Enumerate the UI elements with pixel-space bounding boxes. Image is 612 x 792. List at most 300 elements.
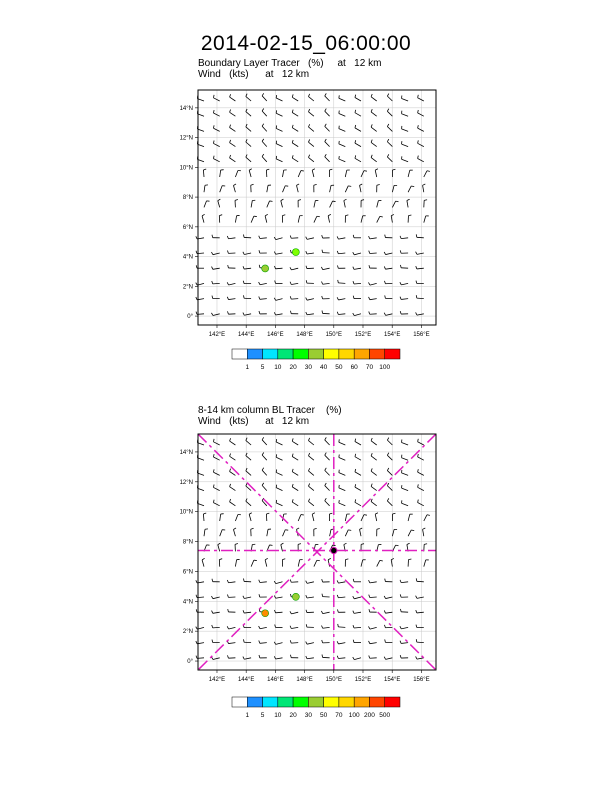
panel2-wind-barb-feather xyxy=(266,513,269,514)
panel1-wind-barb-feather xyxy=(416,281,417,284)
panel1-wind-barb-feather xyxy=(387,124,388,127)
panel2-wind-barb xyxy=(325,470,330,475)
panel2-wind-barb-feather xyxy=(387,483,388,486)
panel1-wind-barb xyxy=(213,143,219,146)
panel1-wind-barb xyxy=(402,159,409,162)
panel2-colorbar-label: 1 xyxy=(245,712,250,719)
panel1-wind-barb xyxy=(267,185,268,192)
panel2-wind-barb-feather xyxy=(325,468,327,471)
panel1-wind-barb xyxy=(292,158,298,162)
panel2-wind-barb xyxy=(246,471,251,476)
panel2-wind-barb xyxy=(213,487,219,490)
panel1-wind-barb-feather xyxy=(427,171,430,172)
panel1-wind-barb-feather xyxy=(235,199,238,200)
panel2-wind-barb-feather xyxy=(387,468,388,471)
panel1-wind-barb-feather xyxy=(384,252,385,255)
panel2-x-tick-label: 154°E xyxy=(383,677,401,683)
panel1-colorbar-swatch xyxy=(324,349,339,359)
panel2-tracer-blob xyxy=(292,593,299,600)
panel2-wind-barb xyxy=(230,502,236,506)
panel1-wind-barb xyxy=(308,142,313,146)
panel2-center-marker xyxy=(331,547,337,553)
panel2-wind-barb xyxy=(292,441,298,445)
panel2-wind-barb-feather xyxy=(391,558,394,559)
panel2-y-tick-label: 2°N xyxy=(182,629,193,636)
panel1-wind-barb-feather xyxy=(227,311,228,314)
panel1-wind-barb-feather xyxy=(251,184,254,185)
panel1-wind-barb-feather xyxy=(290,311,291,314)
panel2-wind-barb xyxy=(308,441,313,445)
panel1-wind-barb-feather xyxy=(308,94,309,97)
panel1-wind-barb xyxy=(213,314,220,316)
panel1-wind-barb-feather xyxy=(371,109,372,112)
panel1-wind-barb-feather xyxy=(338,280,339,283)
panel1-colorbar-label: 100 xyxy=(379,364,391,371)
panel2-wind-barb-feather xyxy=(230,484,231,487)
panel1-wind-barb xyxy=(323,283,330,284)
panel1-wind-barb xyxy=(339,129,345,132)
panel2-wind-barb xyxy=(307,582,314,584)
panel2-wind-barb xyxy=(291,627,298,628)
panel2-wind-barb-feather xyxy=(348,530,351,531)
panel1-wind-barb-feather xyxy=(416,312,417,315)
panel2-wind-barb-feather xyxy=(427,515,430,516)
panel2-colorbar-swatch xyxy=(278,697,293,707)
panel2-wind-barb-feather xyxy=(329,513,332,514)
panel1-wind-barb xyxy=(291,268,298,270)
panel1-wind-barb xyxy=(345,170,346,177)
panel2-colorbar-swatch xyxy=(324,697,339,707)
panel1-wind-barb-feather xyxy=(213,110,214,113)
panel2-wind-barb xyxy=(276,582,283,584)
panel1-wind-barb xyxy=(276,299,283,301)
panel2-wind-barb-feather xyxy=(418,469,419,472)
panel2-wind-barb-feather xyxy=(325,453,327,456)
panel2-wind-barb-feather xyxy=(308,468,309,471)
panel1-wind-barb xyxy=(297,185,299,192)
panel2-wind-barb-feather xyxy=(355,484,356,487)
panel1-wind-barb-feather xyxy=(202,214,205,216)
panel1-wind-barb xyxy=(283,170,284,177)
panel1-wind-barb-feather xyxy=(213,156,214,159)
panel1-wind-barb-feather xyxy=(276,110,277,113)
panel2-wind-barb xyxy=(220,514,221,521)
panel1-wind-barb xyxy=(355,113,361,117)
panel1-wind-barb xyxy=(262,96,267,101)
panel2-wind-barb-feather xyxy=(369,595,370,598)
panel1-wind-barb-feather xyxy=(243,252,244,255)
panel2-wind-barb xyxy=(401,643,408,644)
panel1-wind-barb xyxy=(385,268,392,269)
panel2-wind-barb-feather xyxy=(227,580,228,583)
panel2-wind-barb-feather xyxy=(345,559,348,560)
panel1-wind-barb-feather xyxy=(290,296,291,299)
panel1-wind-barb xyxy=(244,253,251,254)
panel2-wind-barb xyxy=(292,502,298,506)
panel1-wind-barb xyxy=(213,98,219,101)
panel2-wind-barb-feather xyxy=(290,640,291,643)
panel1-colorbar-label: 40 xyxy=(320,364,328,371)
panel2-wind-barb-feather xyxy=(297,528,300,529)
panel1-wind-barb-feather xyxy=(411,186,414,187)
panel1-wind-barb-feather xyxy=(325,109,327,112)
panel2-wind-barb xyxy=(244,658,251,659)
panel2-colorbar-label: 100 xyxy=(348,712,360,719)
panel1-wind-barb-feather xyxy=(259,311,260,314)
panel1-wind-barb-feather xyxy=(218,199,221,201)
panel1-wind-barb-feather xyxy=(322,235,323,238)
panel1-wind-barb xyxy=(233,185,235,192)
panel1-wind-barb xyxy=(281,201,283,208)
panel2-colorbar-label: 50 xyxy=(320,712,328,719)
panel1-wind-barb-feather xyxy=(227,236,228,239)
panel1-wind-barb-feather xyxy=(306,298,307,301)
panel1-wind-barb-feather xyxy=(196,251,197,254)
panel2-wind-barb xyxy=(203,514,204,521)
panel1-wind-barb xyxy=(292,143,298,147)
panel1-wind-barb-feather xyxy=(290,235,291,238)
panel1-wind-barb-feather xyxy=(325,124,327,127)
panel1-wind-barb-feather xyxy=(317,216,320,217)
panel2-wind-barb xyxy=(371,471,377,475)
panel2-wind-barb xyxy=(424,515,427,521)
panel2-wind-barb xyxy=(308,456,313,460)
panel2-wind-barb xyxy=(371,441,377,445)
panel1-wind-barb-feather xyxy=(196,265,197,268)
panel1-wind-barb xyxy=(246,157,251,162)
panel2-wind-barb xyxy=(204,529,205,536)
panel2-wind-barb xyxy=(292,487,298,491)
panel1-wind-barb-feather xyxy=(243,313,244,316)
panel2-wind-barb xyxy=(355,472,361,476)
panel2-wind-barb-feather xyxy=(317,560,320,561)
panel1-y-tick-label: 0° xyxy=(187,314,193,321)
panel1-wind-barb xyxy=(387,127,392,132)
panel2-wind-barb-feather xyxy=(212,625,213,628)
panel1-wind-barb xyxy=(370,238,377,239)
panel1-wind-barb-feather xyxy=(322,296,323,299)
panel2-wind-barb-feather xyxy=(203,513,206,514)
panel2-wind-barb xyxy=(338,658,345,659)
panel2-wind-barb xyxy=(307,597,314,598)
panel1-wind-barb-feather xyxy=(259,297,260,300)
panel2-wind-barb xyxy=(262,455,267,460)
panel2-wind-barb xyxy=(339,488,345,491)
panel1-y-tick-label: 4°N xyxy=(182,254,193,261)
panel1-wind-barb xyxy=(417,314,424,315)
panel1-wind-barb-feather xyxy=(400,250,401,253)
panel1-wind-barb-feather xyxy=(322,281,323,284)
panel2-wind-barb-feather xyxy=(196,595,197,598)
panel1-wind-barb-feather xyxy=(400,297,401,300)
panel1-wind-barb xyxy=(229,283,236,285)
panel1-wind-barb-feather xyxy=(364,171,367,172)
panel2-wind-barb-feather xyxy=(408,559,411,560)
panel1-wind-barb xyxy=(292,128,298,132)
panel2-wind-barb xyxy=(325,440,330,445)
panel2-wind-barb xyxy=(213,503,219,506)
panel1-wind-barb-feather xyxy=(418,95,419,98)
panel1-wind-barb xyxy=(370,283,377,285)
panel1-colorbar-swatch xyxy=(354,349,369,359)
panel1-wind-barb xyxy=(312,170,314,177)
panel2-wind-barb-feather xyxy=(306,642,307,645)
panel2-wind-barb-feather xyxy=(196,580,197,583)
panel2-wind-barb xyxy=(375,514,376,521)
panel1-wind-barb-feather xyxy=(230,140,231,143)
panel1-subtitle: Wind (kts) at 12 km xyxy=(198,69,310,80)
panel2-wind-barb xyxy=(418,472,424,475)
panel1-wind-barb xyxy=(371,142,377,146)
panel2-wind-barb-feather xyxy=(353,596,355,599)
panel1-wind-barb xyxy=(276,159,282,162)
panel2-wind-barb xyxy=(312,514,314,521)
panel2-wind-barb-feather xyxy=(230,438,231,441)
panel1-wind-barb xyxy=(386,314,393,316)
panel2-colorbar-swatch xyxy=(339,697,354,707)
panel1-wind-barb-feather xyxy=(306,237,307,240)
panel1-wind-barb-feather xyxy=(377,184,380,185)
panel2-y-tick-label: 6°N xyxy=(182,569,193,576)
panel1-wind-barb-feather xyxy=(259,236,260,239)
panel1-wind-barb xyxy=(276,98,282,101)
panel1-wind-barb xyxy=(339,98,345,101)
panel2-wind-barb xyxy=(276,488,282,491)
panel2-wind-barb xyxy=(262,440,267,445)
panel2-wind-barb-feather xyxy=(418,454,419,457)
panel1-wind-barb xyxy=(338,253,345,254)
panel2-wind-barb-feather xyxy=(353,640,354,643)
panel1-wind-barb-feather xyxy=(416,234,417,237)
panel1-wind-barb-feather xyxy=(281,199,284,200)
panel1-wind-barb xyxy=(265,216,267,223)
panel2-y-tick-label: 8°N xyxy=(182,539,193,546)
panel1-wind-barb-feather xyxy=(249,169,252,171)
panel2-wind-barb-feather xyxy=(416,639,417,642)
panel1-wind-barb xyxy=(354,283,361,284)
panel2-wind-barb xyxy=(276,442,282,445)
panel1-colorbar-swatch xyxy=(369,349,384,359)
panel1-wind-barb-feather xyxy=(292,140,293,143)
panel1-wind-barb xyxy=(354,268,361,269)
panel2-wind-barb-feather xyxy=(230,469,231,472)
panel2-wind-barb xyxy=(386,597,393,599)
panel1-wind-barb xyxy=(246,142,251,147)
panel1-wind-barb-feather xyxy=(259,282,260,285)
panel2-wind-barb-feather xyxy=(243,610,244,613)
panel1-wind-barb-feather xyxy=(306,312,307,315)
panel2-colorbar-label: 10 xyxy=(274,712,282,719)
panel1-wind-barb xyxy=(408,186,411,192)
panel2-wind-barb-feather xyxy=(418,484,419,487)
panel1-wind-barb xyxy=(202,216,204,223)
panel1-wind-barb xyxy=(204,185,205,192)
panel2-wind-barb-feather xyxy=(400,655,401,658)
panel2-wind-barb-feather xyxy=(369,580,370,583)
panel2-wind-barb xyxy=(354,627,361,628)
panel2-wind-barb xyxy=(338,597,345,598)
panel1-wind-barb xyxy=(246,112,251,117)
panel2-wind-barb xyxy=(276,597,283,598)
panel2-wind-barb xyxy=(387,471,392,476)
panel1-wind-barb xyxy=(418,128,424,131)
panel1-wind-barb xyxy=(262,126,267,131)
panel2-wind-barb xyxy=(361,560,363,567)
panel1-wind-barb-feather xyxy=(337,265,338,268)
panel1-wind-barb xyxy=(387,111,392,116)
panel1-colorbar-swatch xyxy=(308,349,323,359)
panel1-wind-barb-feather xyxy=(312,169,315,170)
panel2-y-tick-label: 12°N xyxy=(179,479,193,486)
panel2-wind-barb-feather xyxy=(213,500,214,503)
panel1-wind-barb-feather xyxy=(387,154,388,157)
panel2-title: 8-14 km column BL Tracer (%) xyxy=(198,405,342,416)
panel2-wind-barb-feather xyxy=(416,578,417,581)
panel1-wind-barb xyxy=(325,157,330,162)
panel1-wind-barb xyxy=(424,171,427,177)
panel1-wind-barb-feather xyxy=(213,95,214,98)
panel2-wind-barb-feather xyxy=(384,610,385,613)
panel1-wind-barb-feather xyxy=(355,140,356,143)
panel2-wind-barb-feather xyxy=(360,528,363,529)
panel1-wind-barb-feather xyxy=(387,109,388,112)
panel2-colorbar-swatch xyxy=(263,697,278,707)
panel1-y-tick-label: 10°N xyxy=(179,165,193,172)
panel2-wind-barb xyxy=(402,503,409,506)
panel2-wind-barb-feather xyxy=(290,579,291,582)
panel2-wind-barb-feather xyxy=(290,626,291,629)
panel1-frame xyxy=(198,90,436,325)
main-title: 2014-02-15_06:00:00 xyxy=(200,32,412,55)
panel2-wind-barb-feather xyxy=(377,528,380,529)
panel1-wind-barb-feather xyxy=(196,236,197,239)
panel2-wind-barb xyxy=(246,501,251,506)
panel1-wind-barb xyxy=(418,98,424,101)
panel1-wind-barb xyxy=(377,201,379,208)
panel2-wind-barb xyxy=(339,503,345,506)
panel1-wind-barb xyxy=(345,186,348,192)
panel1-wind-barb-feather xyxy=(368,282,369,285)
panel1-wind-barb xyxy=(360,185,361,192)
panel1-wind-barb-feather xyxy=(230,94,231,97)
panel1-wind-barb xyxy=(370,299,377,300)
panel1-wind-barb xyxy=(276,314,283,315)
panel1-wind-barb xyxy=(325,96,330,101)
panel2-wind-barb-feather xyxy=(306,610,307,613)
panel1-wind-barb xyxy=(401,283,408,284)
panel2-colorbar-swatch xyxy=(308,697,323,707)
panel1-wind-barb xyxy=(355,143,361,147)
panel2-wind-barb-feather xyxy=(196,656,197,659)
panel1-wind-barb-feather xyxy=(337,236,338,239)
panel1-wind-barb xyxy=(230,97,236,101)
panel2-wind-barb xyxy=(423,529,424,536)
panel2-wind-barb-feather xyxy=(337,580,338,583)
panel2-wind-barb xyxy=(408,530,411,536)
panel1-wind-barb-feather xyxy=(371,94,372,97)
panel1-wind-barb xyxy=(354,253,361,255)
panel2-wind-barb-feather xyxy=(407,543,410,544)
panel1-wind-barb-feather xyxy=(337,312,338,315)
panel2-wind-barb xyxy=(260,643,267,644)
panel2-wind-barb-feather xyxy=(259,626,260,629)
panel2-wind-barb xyxy=(233,529,235,536)
panel1-wind-barb-feather xyxy=(230,109,231,112)
panel1-wind-barb xyxy=(262,157,267,162)
panel2-wind-barb-feather xyxy=(249,513,252,515)
panel1-wind-barb xyxy=(407,201,408,208)
panel2-wind-barb xyxy=(291,612,298,614)
panel1-wind-barb xyxy=(330,185,331,192)
panel2-wind-barb-feather xyxy=(281,543,284,544)
panel1-wind-barb xyxy=(338,299,345,300)
panel2-wind-barb-feather xyxy=(322,594,323,597)
panel1-wind-barb-feather xyxy=(360,184,363,185)
panel2-wind-barb xyxy=(292,472,298,476)
panel2-wind-barb-feather xyxy=(393,513,396,514)
panel2-wind-barb xyxy=(387,455,392,460)
panel2-wind-barb xyxy=(323,627,330,628)
panel2-wind-barb xyxy=(371,486,377,490)
panel1-wind-barb xyxy=(308,127,313,131)
panel1-wind-barb-feather xyxy=(262,93,264,96)
panel2-wind-barb xyxy=(401,627,408,628)
panel1-wind-barb xyxy=(401,238,408,239)
panel2-wind-barb xyxy=(355,502,361,506)
panel1-wind-barb xyxy=(371,112,377,116)
panel2-wind-barb xyxy=(354,597,361,599)
panel1-wind-barb xyxy=(260,238,267,239)
panel2-wind-barb xyxy=(314,560,317,566)
panel1-wind-barb-feather xyxy=(328,214,331,215)
panel1-wind-barb xyxy=(213,113,219,116)
panel2-wind-barb-feather xyxy=(424,544,427,545)
panel1-wind-barb xyxy=(339,113,345,116)
panel1-wind-barb xyxy=(291,283,298,284)
panel2-wind-barb xyxy=(228,582,235,583)
panel2-wind-barb-feather xyxy=(333,545,336,546)
panel1-wind-barb-feather xyxy=(265,214,268,215)
panel2-wind-barb-feather xyxy=(322,579,323,582)
panel1-wind-barb-feather xyxy=(384,281,385,284)
panel2-wind-barb xyxy=(418,487,424,490)
panel1-wind-barb xyxy=(328,216,329,223)
panel2-wind-barb-feather xyxy=(292,469,293,472)
panel1-wind-barb xyxy=(292,97,298,101)
panel1-wind-barb xyxy=(228,299,235,300)
panel2-wind-barb-feather xyxy=(212,640,213,643)
panel2-wind-barb xyxy=(276,658,283,659)
panel2-wind-barb-feather xyxy=(371,438,372,441)
panel1-x-tick-label: 146°E xyxy=(267,332,284,338)
panel2-wind-barb xyxy=(424,560,426,567)
panel1-wind-barb-feather xyxy=(353,313,355,316)
panel2-wind-barb xyxy=(345,530,348,536)
panel1-wind-barb xyxy=(213,268,220,269)
panel1-wind-barb-feather xyxy=(353,235,354,238)
panel1-wind-barb xyxy=(246,96,251,101)
panel1-wind-barb xyxy=(314,216,317,222)
panel1-wind-barb-feather xyxy=(276,141,277,144)
panel2-wind-barb-feather xyxy=(369,641,370,644)
panel1-wind-barb xyxy=(218,201,220,208)
panel1-wind-barb xyxy=(375,170,376,177)
panel1-wind-barb xyxy=(267,201,270,207)
panel1-wind-barb-feather xyxy=(243,234,244,237)
panel2-wind-barb-feather xyxy=(243,657,244,660)
panel2-x-tick-label: 152°E xyxy=(354,677,372,683)
panel2-wind-barb-feather xyxy=(387,438,388,441)
